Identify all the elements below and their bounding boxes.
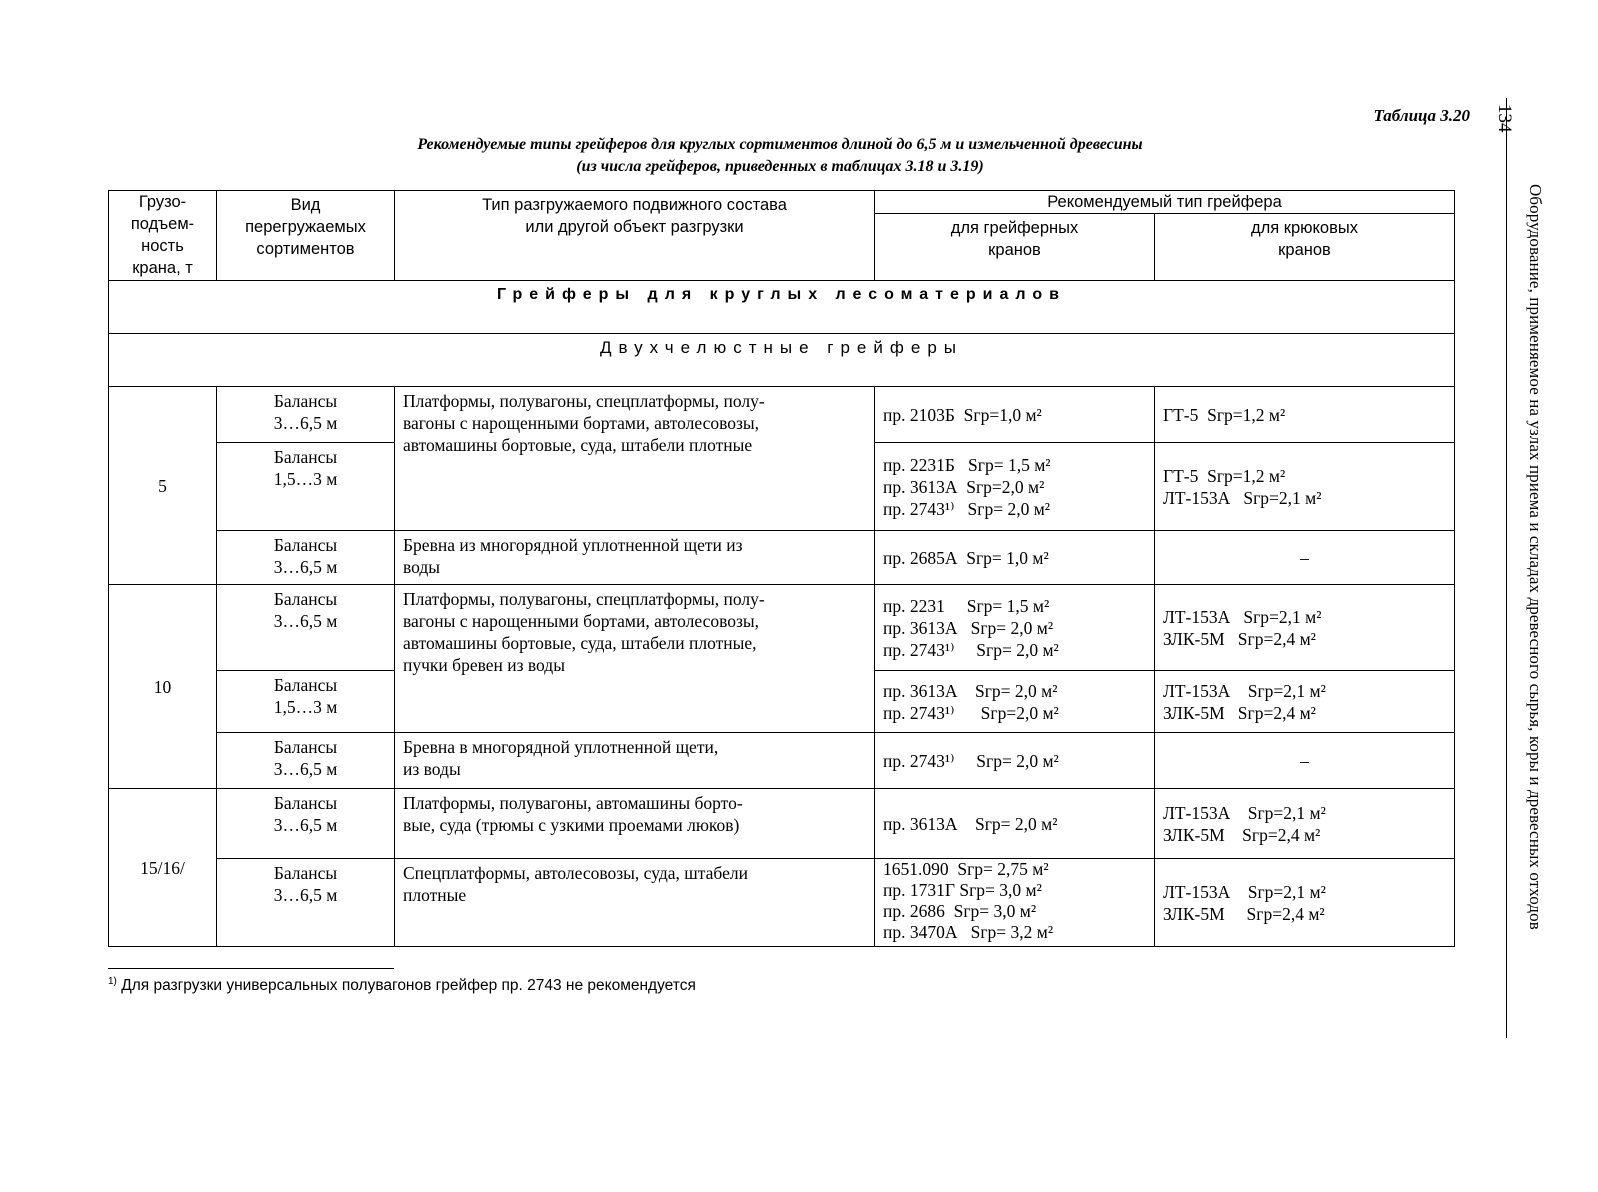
sortiment-cell: Балансы 3…6,5 м [217,387,395,443]
header-hook-cranes: для крюковых кранов [1155,214,1455,281]
footnote-text: Для разгрузки универсальных полувагонов грейфер пр. 2743 не рекомендуется [121,977,696,995]
table-caption [170,134,1390,178]
footnote-mark: 1) [108,976,117,987]
grab-crane-cell: пр. 3613А Sгр= 2,0 м² [875,789,1155,859]
sortiment-cell: Балансы 3…6,5 м [217,733,395,789]
table-row [109,789,1455,859]
hook-crane-cell: ГТ-5 Sгр=1,2 м² [1155,387,1455,443]
hook-crane-cell: ЛТ-153А Sгр=2,1 м² ЗЛК-5М Sгр=2,4 м² [1155,585,1455,671]
object-cell: Бревна в многорядной уплотненной щети, из воды [395,733,875,789]
table-row [109,531,1455,585]
footnote [108,976,696,995]
hook-crane-cell: – [1155,531,1455,585]
section-two-jaw: Двухчелюстные грейферы [109,334,1455,387]
sortiment-cell: Балансы 3…6,5 м [217,531,395,585]
table-number: Таблица 3.20 [1373,106,1470,125]
hook-crane-cell: ЛТ-153А Sгр=2,1 м² ЗЛК-5М Sгр=2,4 м² [1155,789,1455,859]
object-cell: Платформы, полувагоны, спецплатформы, полу- вагоны с нарощенными бортами, автолесовозы, автомашины бортовые, суда, штабели плотные, пучки бревен из воды [395,585,875,733]
capacity-cell: 15/16/ [109,789,217,947]
table-row [109,733,1455,789]
page-number: 134 [1494,104,1515,133]
table-row [109,859,1455,947]
footnote-divider [108,968,394,969]
hook-crane-cell: ЛТ-153А Sгр=2,1 м² ЗЛК-5М Sгр=2,4 м² [1155,671,1455,733]
hook-crane-cell: ЛТ-153А Sгр=2,1 м² ЗЛК-5М Sгр=2,4 м² [1155,859,1455,947]
section-row [109,281,1455,334]
table-row [109,387,1455,443]
running-title: Оборудование, применяемое на узлах приема и складах древесного сырья, коры и древесных отходов [1526,184,1545,930]
grab-crane-cell: пр. 2103Б Sгр=1,0 м² [875,387,1155,443]
sortiment-cell: Балансы 3…6,5 м [217,789,395,859]
section-round-timber: Грейферы для круглых лесоматериалов [109,281,1455,334]
grab-crane-cell: пр. 2231 Sгр= 1,5 м² пр. 3613А Sгр= 2,0 м² пр. 2743¹⁾ Sгр= 2,0 м² [875,585,1155,671]
grab-crane-cell: 1651.090 Sгр= 2,75 м² пр. 1731Г Sгр= 3,0 м² пр. 2686 Sгр= 3,0 м² пр. 3470А Sгр= 3,2 м² [875,859,1155,947]
sortiment-cell: Балансы 3…6,5 м [217,859,395,947]
table-row [109,585,1455,671]
sortiment-cell: Балансы 1,5…3 м [217,443,395,531]
sortiment-cell: Балансы 3…6,5 м [217,585,395,671]
sortiment-cell: Балансы 1,5…3 м [217,671,395,733]
object-cell: Платформы, полувагоны, автомашины борто- вые, суда (трюмы с узкими проемами люков) [395,789,875,859]
side-divider [1506,98,1507,1038]
header-capacity: Грузо- подъем- ность крана, т [109,191,217,281]
header-object: Тип разгружаемого подвижного состава или другой объект разгрузки [395,191,875,281]
object-cell: Платформы, полувагоны, спецплатформы, полу- вагоны с нарощенными бортами, автолесовозы, автомашины бортовые, суда, штабели плотные [395,387,875,531]
grab-crane-cell: пр. 2685А Sгр= 1,0 м² [875,531,1155,585]
header-recommended: Рекомендуемый тип грейфера [875,191,1455,214]
caption-line-2: (из числа грейферов, приведенных в таблицах 3.18 и 3.19) [576,158,984,175]
object-cell: Бревна из многорядной уплотненной щети из воды [395,531,875,585]
object-cell: Спецплатформы, автолесовозы, суда, штабели плотные [395,859,875,947]
caption-line-1: Рекомендуемые типы грейферов для круглых сортиментов длиной до 6,5 м и измельченной древесины [417,136,1143,153]
hook-crane-cell: – [1155,733,1455,789]
grab-table [108,190,1455,947]
section-row [109,334,1455,387]
grab-crane-cell: пр. 2743¹⁾ Sгр= 2,0 м² [875,733,1155,789]
hook-crane-cell: ГТ-5 Sгр=1,2 м² ЛТ-153А Sгр=2,1 м² [1155,443,1455,531]
capacity-cell: 10 [109,585,217,789]
header-row [109,191,1455,214]
header-grab-cranes: для грейферных кранов [875,214,1155,281]
grab-crane-cell: пр. 3613А Sгр= 2,0 м² пр. 2743¹⁾ Sгр=2,0 м² [875,671,1155,733]
capacity-cell: 5 [109,387,217,585]
grab-crane-cell: пр. 2231Б Sгр= 1,5 м² пр. 3613А Sгр=2,0 м² пр. 2743¹⁾ Sгр= 2,0 м² [875,443,1155,531]
header-sortiment: Вид перегружаемых сортиментов [217,191,395,281]
